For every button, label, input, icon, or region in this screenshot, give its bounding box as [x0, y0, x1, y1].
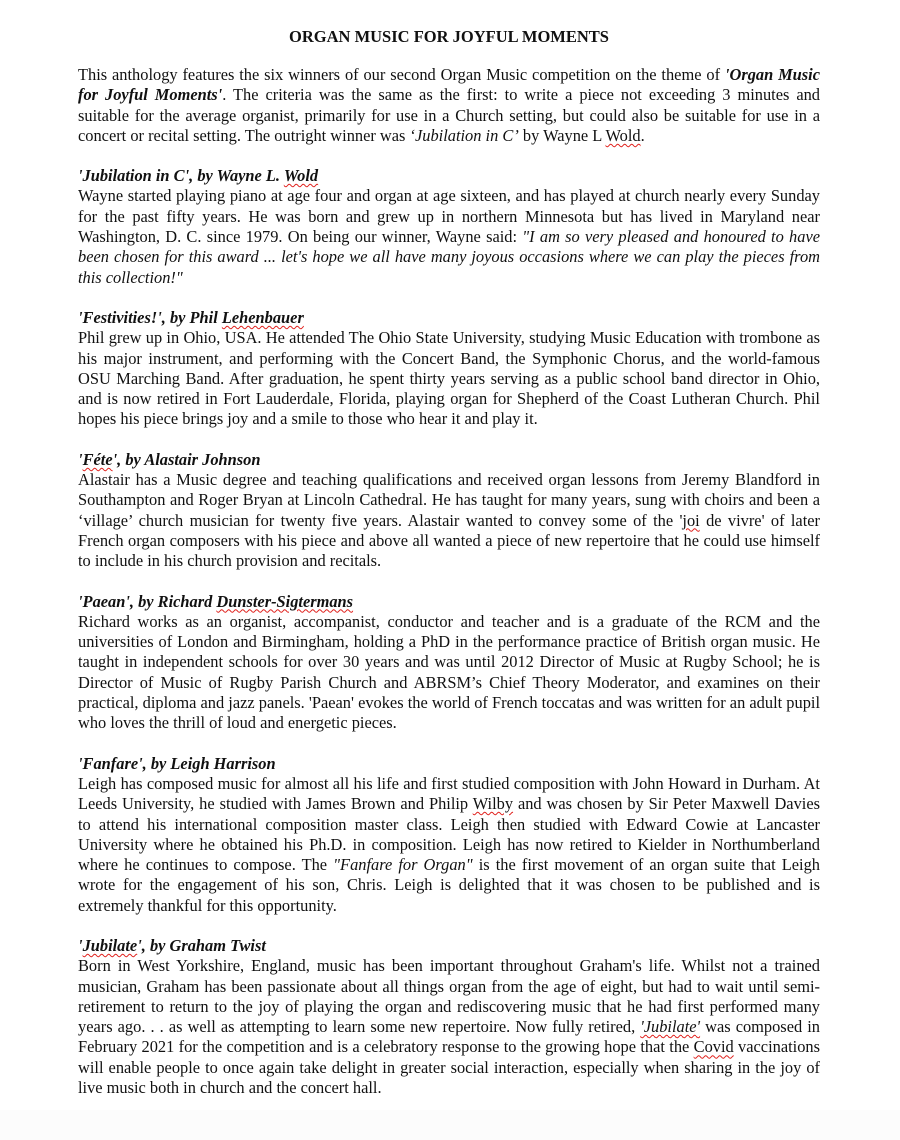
heading-text: 'Jubilation in C', by Wayne L.	[78, 166, 284, 186]
spellcheck-flagged-word[interactable]: 'Jubilate'	[640, 1017, 701, 1037]
spellcheck-flagged-word[interactable]: Wold	[283, 166, 319, 186]
heading-text: 'Festivities!', by Phil	[78, 307, 222, 327]
intro-text: by Wayne L	[518, 125, 606, 145]
spellcheck-flagged-word[interactable]: Féte	[82, 449, 113, 469]
spellcheck-flagged-word[interactable]: Jubilate	[82, 935, 138, 955]
winner-piece-title: ‘Jubilation in C’	[409, 125, 519, 145]
spellcheck-flagged-word[interactable]: joi	[682, 510, 700, 530]
section-paean	[78, 592, 820, 734]
section-body	[78, 774, 820, 916]
intro-paragraph	[78, 65, 820, 146]
spellcheck-flagged-word[interactable]: Lehenbauer	[221, 307, 304, 327]
section-body	[78, 956, 820, 1098]
heading-text: ', by Graham Twist	[137, 935, 266, 955]
section-body: Phil grew up in Ohio, USA. He attended The Ohio State University, studying Music Education with trombone as his major instrument, and performing with the Concert Band, the Symphonic Chorus, and the world-famous OSU Marching Band. After graduation, he spent thirty years serving as a public school band director in Ohio, and is now retired in Fort Lauderdale, Florida, playing organ for Shepherd of the Coast Lutheran Church. Phil hopes his piece brings joy and a smile to those who hear it and play it.	[78, 328, 820, 429]
spellcheck-flagged-word[interactable]: Wilby	[472, 794, 514, 814]
piece-title-italic: "Fanfare for Organ"	[333, 855, 473, 875]
body-text: Born in West Yorkshire, England, music has been important throughout Graham's life. Whilst not a trained musician, Graham has been passionate about all things organ from the age of eight, but had to wait until semi-retirement to return to the joy of playing the organ and rediscovering music that he had first performed many years ago. . . as well as attempting to learn some new repertoire. Now fully retired,	[78, 956, 820, 1037]
spellcheck-flagged-word[interactable]: Wold	[605, 125, 641, 145]
section-body	[78, 186, 820, 287]
section-festivities	[78, 308, 820, 430]
competition-theme: 'Organ Music for Joyful Moments'	[78, 65, 820, 105]
spellcheck-flagged-word[interactable]: Covid	[693, 1037, 734, 1057]
body-text: Wayne started playing piano at age four and organ at age sixteen, and has played at church nearly every Sunday for the past fifty years. He was born and grew up in northern Minnesota but has lived in Maryland near Washington, D. C. since 1979. On being our winner, Wayne said:	[78, 186, 820, 247]
heading-text: '	[78, 449, 83, 469]
document-title: ORGAN MUSIC FOR JOYFUL MOMENTS	[289, 27, 609, 46]
heading-text: ', by Alastair Johnson	[112, 449, 261, 469]
intro-text: . The criteria was the same as the first: to write a piece not exceeding 3 minutes and suitable for the average organist, primarily for use in a Church setting, but could also be suitable for use in a concert or recital setting. The outright winner was	[78, 85, 821, 145]
body-text: Alastair has a Music degree and teaching qualifications and received organ lessons from Jeremy Blandford in Southampton and Roger Bryan at Lincoln Cathedral. He has taught for many years, sung with choirs and been a ‘village’ church musician for twenty five years. Alastair wanted to convey some of the '	[78, 470, 820, 530]
heading-text: '	[78, 935, 83, 955]
body-text: vaccinations will enable people to once again take delight in greater social interaction, especially when sharing in the joy of live music both in church and the concert hall.	[78, 1037, 820, 1098]
section-jubilate	[78, 936, 820, 1098]
spellcheck-flagged-word[interactable]: Dunster-Sigtermans	[216, 591, 354, 611]
section-heading: 'Fanfare', by Leigh Harrison	[78, 753, 276, 773]
document-page	[78, 26, 820, 1118]
section-fanfare	[78, 754, 820, 916]
section-heading	[78, 592, 820, 612]
intro-text: .	[640, 125, 645, 145]
body-text: is the first movement of an organ suite that Leigh wrote for the engagement of his son, Chris. Leigh is delighted that it was chosen to be published and is extremely thankful for this opportunity.	[78, 855, 820, 915]
body-text: de vivre' of later French organ composers with his piece and above all wanted a piece of new repertoire that he could use himself to include in his church provision and recitals.	[78, 510, 820, 571]
heading-text: 'Paean', by Richard	[78, 591, 217, 611]
body-text: was composed in February 2021 for the competition and is a celebratory response to the growing hope that the	[78, 1017, 820, 1057]
section-heading	[78, 166, 820, 186]
winner-quote: "I am so very pleased and honoured to have been chosen for this award ... let's hope we all have many joyous occasions where we can play the pieces from this collection!"	[78, 227, 820, 287]
section-body: Richard works as an organist, accompanist, conductor and teacher and is a graduate of the RCM and the universities of London and Birmingham, holding a PhD in the performance practice of British organ music. He taught in independent schools for over 30 years and was until 2012 Director of Music at Rugby School; he is Director of Music of Rugby Parish Church and ABRSM’s Chief Theory Moderator, and examines on their practical, diploma and jazz panels. 'Paean' evokes the world of French toccatas and was written for an adult pupil who loves the thrill of loud and energetic pieces.	[78, 611, 820, 733]
page-bottom-margin	[0, 1110, 900, 1140]
section-body	[78, 470, 820, 571]
section-heading	[78, 450, 820, 470]
section-heading	[78, 308, 820, 328]
section-jubilation-in-c	[78, 166, 820, 288]
section-fete	[78, 450, 820, 572]
body-text: and was chosen by Sir Peter Maxwell Davies to attend his international composition master class. Leigh then studied with Edward Cowie at Lancaster University where he obtained his Ph.D. in composition. Leigh has now retired to Kielder in Northumberland where he continues to compose. The	[78, 794, 820, 875]
intro-text: This anthology features the six winners of our second Organ Music competition on the theme of	[78, 65, 725, 84]
section-heading	[78, 936, 820, 956]
body-text: Leigh has composed music for almost all his life and first studied composition with John Howard in Durham. At Leeds University, he studied with James Brown and Philip	[78, 773, 820, 814]
